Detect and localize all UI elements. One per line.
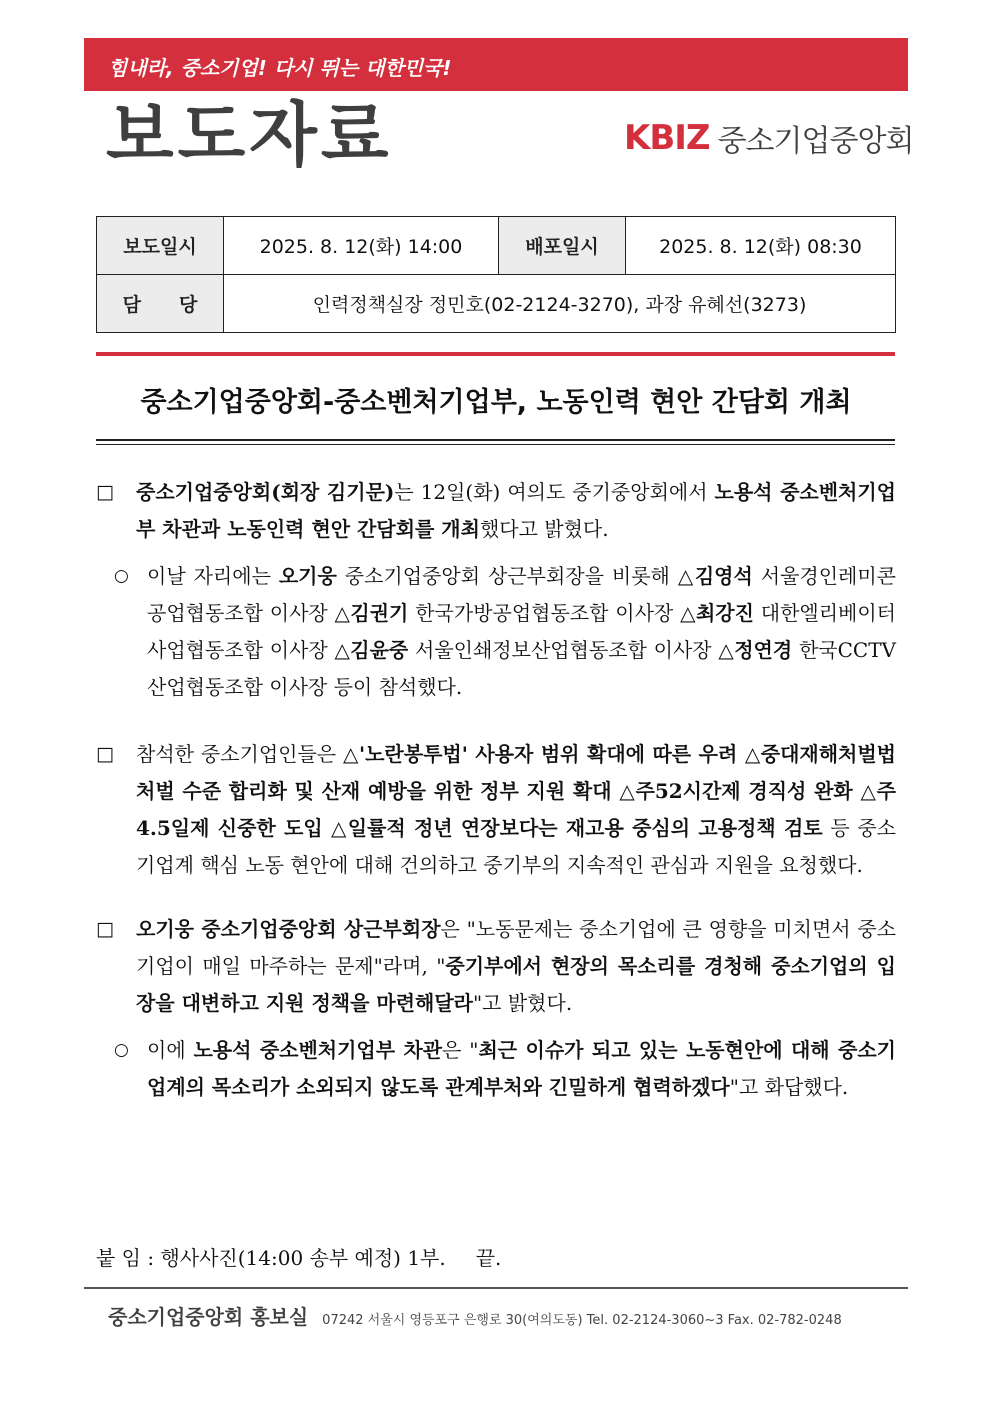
release-date-label: 보도일시 bbox=[97, 217, 224, 275]
p2-text-2: 등 중소기업계 핵심 노동 현안에 대해 건의하고 중기부의 지속적인 관심과 지원을 요청했다. bbox=[136, 816, 896, 877]
p1s-bold-6: 정연경 bbox=[734, 638, 793, 662]
red-divider bbox=[96, 352, 895, 356]
square-bullet: □ bbox=[96, 481, 114, 503]
p3-text-2: "고 밝혔다. bbox=[472, 991, 573, 1015]
p1s-text-2: 중소기업중앙회 상근부회장을 비롯해 △ bbox=[336, 564, 695, 588]
p1s-bold-5: 김윤중 bbox=[350, 638, 409, 662]
logo-mark: KBIZ bbox=[624, 118, 710, 158]
paragraph-2 bbox=[96, 736, 896, 884]
p1s-bold-1: 오기웅 bbox=[278, 564, 337, 588]
p3s-text-3: "고 화답했다. bbox=[729, 1075, 849, 1099]
slogan-banner bbox=[84, 38, 908, 91]
p1-bold-1: 중소기업중앙회(회장 김기문) bbox=[136, 480, 395, 504]
distribution-date-value: 2025. 8. 12(화) 08:30 bbox=[626, 217, 896, 275]
paragraph-3-sub bbox=[96, 1032, 896, 1106]
release-date-value: 2025. 8. 12(화) 14:00 bbox=[224, 217, 499, 275]
contact-row bbox=[97, 275, 896, 333]
paragraph-3 bbox=[96, 911, 896, 1022]
logo-org-name: 중소기업중앙회 bbox=[717, 124, 914, 159]
p1-text-2: 했다고 밝혔다. bbox=[479, 517, 609, 541]
footer bbox=[108, 1301, 842, 1330]
p1-text-1: 는 12일(화) 여의도 중기중앙회에서 bbox=[394, 480, 715, 504]
p3-bold-2: 중기부에서 현장의 목소리를 경청해 중소기업의 입장을 대변하고 지원 정책을 마련해달라 bbox=[136, 954, 896, 1015]
p1-bold-2: 노용석 중소벤처기업부 차관과 노동인력 현안 간담회를 개최 bbox=[136, 480, 896, 541]
p2-text-1: 참석한 중소기업인들은 bbox=[136, 742, 344, 766]
p1s-bold-4: 최강진 bbox=[695, 601, 754, 625]
end-mark: 끝. bbox=[475, 1246, 502, 1270]
p1s-text-4: 한국가방공업협동조합 이사장 △ bbox=[408, 601, 696, 625]
kbiz-logo bbox=[624, 116, 913, 160]
p3s-bold-1: 노용석 중소벤처기업부 차관 bbox=[193, 1038, 443, 1062]
headline: 중소기업중앙회-중소벤처기업부, 노동인력 현안 간담회 개최 bbox=[140, 387, 852, 418]
double-divider-top bbox=[96, 439, 895, 441]
p1s-text-7: 한국CCTV산업협동조합 이사장 등이 참석했다. bbox=[147, 638, 896, 699]
p3s-bold-2: 최근 이슈가 되고 있는 노동현안에 대해 중소기업계의 목소리가 소외되지 않도록 관계부처와 긴밀하게 협력하겠다 bbox=[147, 1038, 897, 1099]
contact-label: 담 당 bbox=[97, 275, 224, 333]
attachment-note bbox=[96, 1243, 501, 1273]
p1s-text-6: 서울인쇄정보산업협동조합 이사장 △ bbox=[408, 638, 735, 662]
p1s-text-3: 서울경인레미콘공업협동조합 이사장 △ bbox=[147, 564, 896, 625]
p1s-bold-3: 김권기 bbox=[350, 601, 409, 625]
p1s-text-1: 이날 자리에는 bbox=[147, 564, 279, 588]
article-body bbox=[96, 474, 896, 1106]
release-row bbox=[97, 217, 896, 275]
square-bullet: □ bbox=[96, 743, 114, 765]
footer-department: 중소기업중앙회 홍보실 bbox=[108, 1305, 309, 1329]
p2-bold-1: △'노란봉투법' 사용자 범위 확대에 따른 우려 △중대재해처벌법 처벌 수준 합리화 및 산재 예방을 위한 정부 지원 확대 △주52시간제 경직성 완화 △주4.5일제 신중한 도입 △일률적 정년 연장보다는 재고용 중심의 고용정책 검토 bbox=[136, 742, 896, 840]
footer-divider bbox=[84, 1287, 908, 1289]
slogan-text: 힘내라, 중소기업! 다시 뛰는 대한민국! bbox=[108, 56, 452, 80]
attachment-text: 붙 임 : 행사사진(14:00 송부 예정) 1부. bbox=[96, 1246, 446, 1270]
square-bullet: □ bbox=[96, 918, 114, 940]
p3-bold-1: 오기웅 중소기업중앙회 상근부회장 bbox=[136, 917, 441, 941]
p3s-text-2: 은 " bbox=[442, 1038, 479, 1062]
p3-text-1: 은 "노동문제는 중소기업에 큰 영향을 미치면서 중소기업이 매일 마주하는 문제"라며, " bbox=[136, 917, 896, 978]
paragraph-1 bbox=[96, 474, 896, 548]
circle-bullet: ○ bbox=[114, 1040, 129, 1060]
p3s-text-1: 이에 bbox=[147, 1038, 194, 1062]
footer-contact-address: 07242 서울시 영등포구 은행로 30(여의도동) Tel. 02-2124-3060~3 Fax. 02-782-0248 bbox=[322, 1313, 842, 1328]
circle-bullet: ○ bbox=[114, 566, 129, 586]
contact-value: 인력정책실장 정민호(02-2124-3270), 과장 유혜선(3273) bbox=[224, 275, 896, 333]
paragraph-1-sub bbox=[96, 558, 896, 706]
p1s-bold-2: 김영석 bbox=[694, 564, 753, 588]
distribution-date-label: 배포일시 bbox=[499, 217, 626, 275]
p1s-text-5: 대한엘리베이터사업협동조합 이사장 △ bbox=[147, 601, 896, 662]
double-divider-bottom bbox=[96, 444, 895, 445]
document-type-title: 보도자료 bbox=[106, 94, 393, 176]
release-info-table bbox=[96, 216, 896, 333]
